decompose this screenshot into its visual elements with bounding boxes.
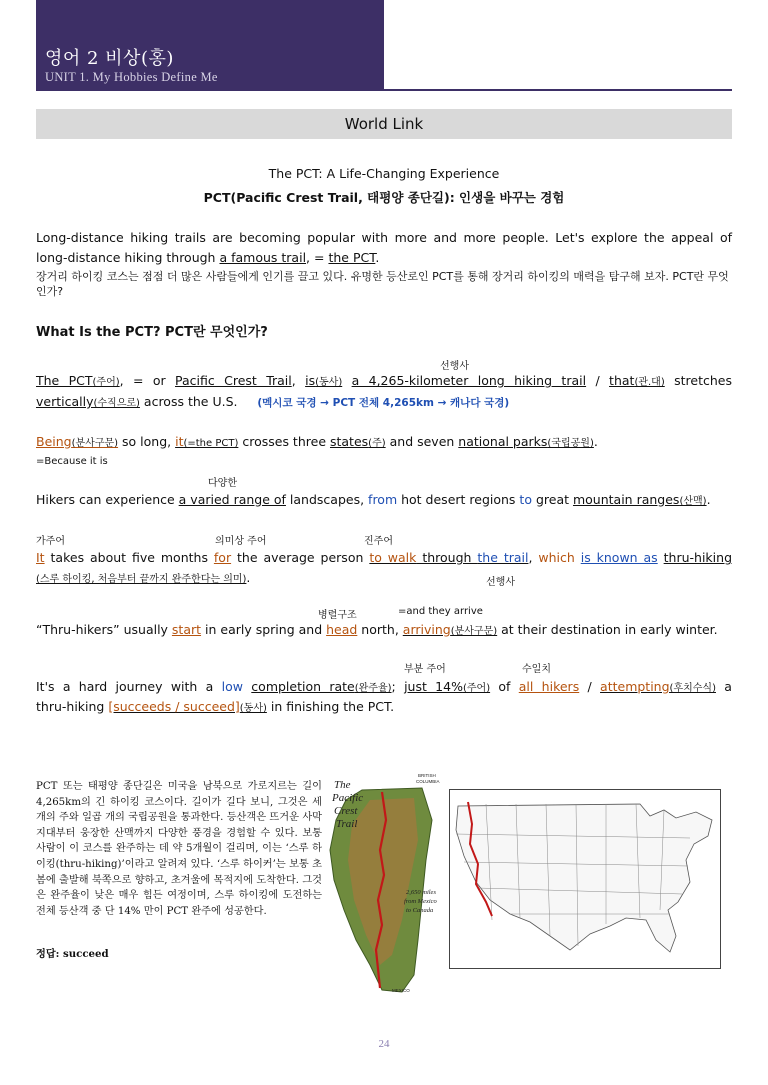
annotation-antecedent-2: 선행사 (486, 577, 515, 588)
text: The PCT (36, 373, 93, 388)
gloss: (동사) (315, 377, 343, 388)
text: in finishing the PCT. (266, 699, 395, 714)
british-columbia-label-2: COLUMBIA (416, 779, 440, 784)
text: arriving (402, 622, 451, 637)
phrase: a varied range of (178, 492, 286, 507)
annotation-semantic-subject: 의미상 주어 (215, 536, 267, 547)
gloss: (수직으로) (93, 398, 140, 409)
phrase (108, 699, 267, 714)
annotation-dummy-subject: 가주어 (36, 536, 65, 547)
phrase: thru-hiking (663, 550, 732, 565)
text: , (528, 550, 539, 565)
text: hot desert regions (397, 492, 520, 507)
text: great (531, 492, 573, 507)
underlined-phrase: the PCT (328, 250, 376, 265)
text: crosses three (238, 434, 330, 449)
phrase (404, 679, 490, 694)
annotation-real-subject: 진주어 (364, 536, 393, 547)
header-rule (384, 89, 732, 91)
intro-line-2 (36, 248, 732, 268)
phrase: It (36, 550, 45, 565)
text: across the U.S. (139, 394, 238, 409)
gloss: (분사구문) (450, 626, 498, 637)
page-number: 24 (378, 1038, 390, 1050)
text: completion rate (251, 679, 355, 694)
distance-note-3: to Canada (406, 907, 434, 914)
text: / (579, 679, 601, 694)
annotation-partial-subject: 부분 주어 (404, 664, 446, 675)
text: . (246, 570, 251, 585)
text: states (329, 434, 369, 449)
text: landscapes, (285, 492, 369, 507)
korean-summary: PCT 또는 태평양 종단길은 미국을 남북으로 가로지르는 길이 4,265km의 긴 하이킹 코스이다. 길이가 길다 보니, 그것은 세 개의 주와 일곱 개의 국립공원을 통과한다. 등산객은 뜨거운 사막 지대부터 웅장한 산맥까지 다양한 풍경을 경험할 수 있다. 보통 사람이 이 코스를 완주하는 데 약 5개월이 걸리며, 이는 ‘스루 하이킹(thru-hiking)’이라고 알려져 있다. ‘스루 하이커’는 보통 초봄에 출발해 북쪽으로 향하고, 초겨울에 목적지에 도착한다. 그것은 완주율이 낮은 매우 힘든 여정이며, 스루 하이킹에 도전하는 전체 등산객 중 단 14% 만이 PCT 완주에 성공한다. (36, 781, 322, 917)
text: the trail (477, 550, 529, 565)
text: vertically (36, 394, 94, 409)
phrase (369, 550, 528, 565)
section-banner: World Link (36, 109, 732, 139)
distance-note-2: from Mexico (404, 898, 437, 905)
text: long-distance hiking through (36, 250, 220, 265)
phrase (36, 394, 140, 409)
phrase (403, 622, 497, 637)
text: to (519, 492, 532, 507)
map-title-line-3: Crest (334, 805, 358, 817)
text: . (706, 492, 711, 507)
text: / (586, 373, 610, 388)
phrase (36, 434, 118, 449)
text: and seven (385, 434, 459, 449)
sentence-1-line-2 (36, 392, 732, 414)
pct-trail-map (322, 760, 448, 994)
text: national parks (458, 434, 548, 449)
annotation-and-they-arrive: =and they arrive (398, 606, 483, 617)
gloss: (주어) (92, 377, 120, 388)
text: low (221, 679, 243, 694)
phrase (600, 679, 716, 694)
phrase: Pacific Crest Trail (175, 373, 292, 388)
phrase (251, 679, 391, 694)
text: takes about five months (44, 550, 214, 565)
underlined-phrase: a famous trail (219, 250, 307, 265)
map-title-line-1: The (334, 779, 351, 791)
gloss: (주) (368, 438, 386, 449)
intro-line-1: Long-distance hiking trails are becoming popular with more and more people. Let's explore the appeal of (36, 230, 732, 245)
text: through (416, 550, 478, 565)
text: a (716, 679, 732, 694)
gloss: (분사구문) (71, 438, 119, 449)
map-title-line-4: Trail (336, 818, 358, 830)
text: to walk (369, 550, 417, 565)
gloss: (산맥) (679, 496, 707, 507)
text: It's a hard journey with a (36, 679, 222, 694)
article-title-kr: PCT(Pacific Crest Trail, 태평양 종단길): 인생을 바꾸는 경험 (203, 190, 565, 205)
answer-key: 정답: succeed (36, 948, 109, 960)
sentence-6-line-2 (36, 697, 732, 719)
map-title-line-2: Pacific (332, 792, 364, 804)
sentence-2 (36, 432, 732, 454)
text: north, (357, 622, 403, 637)
text: attempting (600, 679, 670, 694)
phrase: is known as (580, 550, 658, 565)
text: [succeeds / succeed] (108, 699, 240, 714)
phrase (305, 373, 342, 388)
british-columbia-label-1: BRITISH (418, 773, 436, 778)
text: in early spring and (201, 622, 327, 637)
sentence-6-line-1 (36, 677, 732, 699)
sentence-3 (36, 490, 732, 512)
unit-title: UNIT 1. My Hobbies Define Me (45, 70, 218, 84)
sentence-4-line-1 (36, 548, 732, 568)
phrase: for (213, 550, 232, 565)
gloss: (스루 하이킹, 처음부터 끝까지 완주한다는 의미) (36, 574, 247, 585)
distance-note-1: 2,650 miles (406, 889, 436, 896)
text: Hikers can experience (36, 492, 179, 507)
phrase (36, 373, 120, 388)
text: “Thru-hikers” usually (36, 622, 172, 637)
text: is (305, 373, 316, 388)
sentence-4-line-2 (36, 568, 732, 590)
text: stretches (664, 373, 732, 388)
gloss: (관.대) (634, 377, 665, 388)
annotation-antecedent: 선행사 (440, 361, 469, 372)
gloss: (주어) (462, 683, 491, 694)
book-title: 영어 2 비상(홍) (45, 48, 174, 69)
phrase (573, 492, 707, 507)
annotation-various: 다양한 (208, 478, 237, 489)
sentence-1-line-1 (36, 371, 732, 393)
text: thru-hiking (36, 699, 109, 714)
annotation-because: =Because it is (36, 456, 108, 467)
phrase: all hikers (518, 679, 580, 694)
text: so long, (118, 434, 176, 449)
text: of (490, 679, 519, 694)
gloss: (완주율) (354, 683, 392, 694)
text: that (609, 373, 635, 388)
gloss: (동사) (239, 703, 267, 714)
text: it (175, 434, 184, 449)
text: , (291, 373, 306, 388)
text: , = (306, 250, 329, 265)
text: , = or (119, 373, 176, 388)
phrase (175, 434, 238, 449)
text: the average person (231, 550, 370, 565)
phrase (330, 434, 386, 449)
phrase: a 4,265-kilometer long hiking trail (351, 373, 587, 388)
text: which (538, 550, 575, 565)
gloss: (=the PCT) (183, 438, 239, 449)
phrase: start (171, 622, 202, 637)
annotation-agreement: 수일치 (522, 664, 551, 675)
text: . (375, 250, 380, 265)
gloss: (후치수식) (669, 683, 716, 694)
text: from (368, 492, 398, 507)
article-title-en: The PCT: A Life-Changing Experience (268, 166, 500, 181)
phrase: head (326, 622, 358, 637)
text: ; (391, 679, 405, 694)
text: . (593, 434, 598, 449)
intro-translation: 장거리 하이킹 코스는 점점 더 많은 사람들에게 인기를 끌고 있다. 유명한 등산로인 PCT를 통해 장거리 하이킹의 매력을 탐구해 보자. PCT란 무엇인가? (36, 270, 729, 298)
text: at their destination in early winter. (497, 622, 718, 637)
mexico-label: MEXICO (392, 988, 410, 993)
text: just 14% (404, 679, 463, 694)
section-heading: What Is the PCT? PCT란 무엇인가? (36, 325, 268, 340)
us-route-map (449, 789, 721, 969)
phrase (609, 373, 665, 388)
gloss: (국립공원) (547, 438, 594, 449)
phrase (458, 434, 594, 449)
route-note: (멕시코 국경 → PCT 전체 4,265km → 캐나다 국경) (257, 397, 510, 409)
text: mountain ranges (572, 492, 680, 507)
annotation-parallel: 병렬구조 (318, 610, 357, 621)
text: Being (36, 434, 72, 449)
sentence-5 (36, 620, 732, 642)
